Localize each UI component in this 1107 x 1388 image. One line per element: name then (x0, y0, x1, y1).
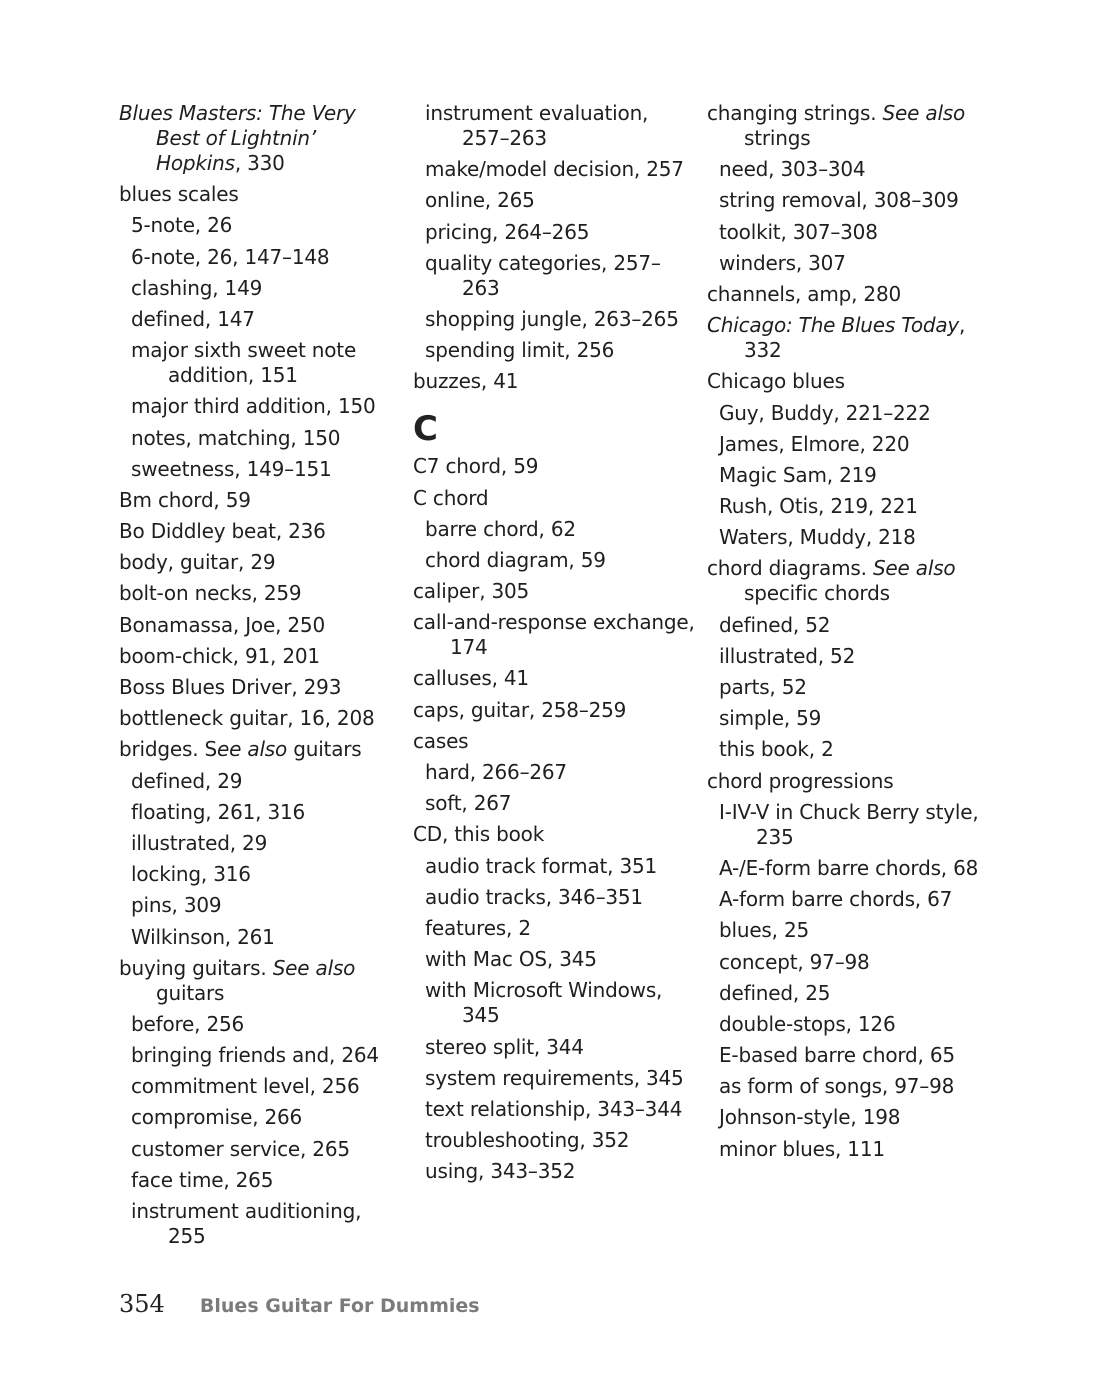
index-entry (119, 519, 401, 544)
entry-text: bridges. S (119, 737, 218, 762)
index-entry (119, 101, 401, 176)
index-subentry (707, 918, 997, 943)
entry-text: , 330 (234, 151, 285, 175)
index-subentry (119, 831, 401, 856)
entry-text: spending limit, 256 (425, 338, 615, 363)
index-subentry (413, 1035, 695, 1060)
entry-text: toolkit, 307–308 (719, 219, 878, 244)
index-subentry (707, 1074, 997, 1099)
entry-text: buying guitars. (119, 955, 273, 980)
index-subentry (707, 950, 997, 975)
index-subentry (707, 525, 997, 550)
page-footer (119, 1290, 480, 1324)
entry-text: blues scales (119, 182, 239, 207)
entry-text: this book, 2 (719, 737, 834, 762)
italic-text: Blues Masters: The Very Best of Lightnin’ Hopkins (119, 101, 356, 175)
index-subentry (119, 276, 401, 301)
entry-text: audio track format, 351 (425, 853, 658, 878)
entry-text: clashing, 149 (131, 275, 263, 300)
index-entry (119, 737, 401, 762)
index-subentry (707, 494, 997, 519)
italic-text: See also (272, 955, 356, 980)
entry-text: Bonamassa, Joe, 250 (119, 612, 325, 637)
index-subentry (119, 457, 401, 482)
entry-text: defined, 25 (719, 980, 831, 1005)
entry-text: Chicago blues (707, 369, 845, 394)
index-subentry (413, 1128, 695, 1153)
index-entry (119, 706, 401, 731)
index-entry (707, 101, 997, 151)
index-entry (707, 369, 997, 394)
entry-text: Wilkinson, 261 (131, 924, 275, 949)
entry-text: cases (413, 728, 469, 753)
entry-text: features, 2 (425, 915, 531, 940)
entry-text: locking, 316 (131, 862, 251, 887)
entry-text: text relationship, 343–344 (425, 1096, 683, 1121)
index-subentry (413, 947, 695, 972)
entry-text: stereo split, 344 (425, 1034, 584, 1059)
index-entry (413, 698, 695, 723)
index-subentry (707, 613, 997, 638)
entry-text: quality categories, 257–263 (425, 250, 661, 300)
italic-text: See also (872, 556, 956, 581)
entry-text: bottleneck guitar, 16, 208 (119, 706, 375, 731)
entry-text: call-and-response exchange, 174 (413, 610, 695, 660)
index-subentry (119, 1074, 401, 1099)
entry-text: online, 265 (425, 188, 535, 213)
entry-text: using, 343–352 (425, 1159, 576, 1184)
index-subentry (413, 220, 695, 245)
entry-text: James, Elmore, 220 (719, 431, 910, 456)
entry-text: hard, 266–267 (425, 760, 567, 784)
index-subentry (707, 675, 997, 700)
entry-text: customer service, 265 (131, 1136, 350, 1161)
entry-text: bringing friends and, 264 (131, 1043, 379, 1068)
entry-text: 6-note, 26, 147–148 (131, 244, 330, 269)
index-subentry (413, 854, 695, 879)
entry-text: chord diagrams. (707, 556, 873, 581)
entry-text: channels, amp, 280 (707, 281, 901, 306)
entry-text: pins, 309 (131, 893, 222, 918)
entry-text: Guy, Buddy, 221–222 (719, 400, 931, 425)
index-subentry (119, 1105, 401, 1130)
entry-text: barre chord, 62 (425, 516, 576, 541)
index-subentry (119, 800, 401, 825)
entry-text: minor blues, 111 (719, 1136, 885, 1161)
entry-text: Magic Sam, 219 (719, 462, 877, 487)
index-subentry (119, 925, 401, 950)
index-subentry (119, 1043, 401, 1068)
entry-text: calluses, 41 (413, 666, 529, 691)
entry-text: bolt-on necks, 259 (119, 581, 302, 606)
index-subentry (707, 981, 997, 1006)
entry-text: A-form barre chords, 67 (719, 887, 953, 912)
index-subentry (413, 548, 695, 573)
index-entry (707, 769, 997, 794)
entry-text: major sixth sweet note addition, 151 (131, 338, 357, 388)
entry-text: floating, 261, 316 (131, 799, 306, 824)
entry-text: Bo Diddley beat, 236 (119, 519, 326, 544)
index-entry (707, 282, 997, 307)
entry-text: defined, 52 (719, 612, 831, 637)
index-entry (119, 675, 401, 700)
index-subentry (119, 307, 401, 332)
index-subentry (707, 737, 997, 762)
entry-text: Bm chord, 59 (119, 487, 251, 512)
index-entry (119, 581, 401, 606)
index-subentry (413, 760, 695, 785)
index-subentry (413, 1066, 695, 1091)
index-entry (413, 666, 695, 691)
index-subentry (707, 644, 997, 669)
entry-text: make/model decision, 257 (425, 157, 684, 182)
entry-text: string removal, 308–309 (719, 188, 959, 213)
entry-text: before, 256 (131, 1011, 245, 1036)
index-subentry (707, 800, 997, 850)
entry-text: compromise, 266 (131, 1105, 303, 1130)
index-subentry (119, 245, 401, 270)
index-entry (119, 488, 401, 513)
italic-text: Chicago: The Blues Today (707, 313, 960, 338)
index-entry (413, 579, 695, 604)
entry-text: CD, this book (413, 822, 545, 847)
index-letter-heading: C (413, 409, 438, 450)
index-subentry (707, 251, 997, 276)
index-subentry (119, 1199, 401, 1249)
entry-text: C7 chord, 59 (413, 454, 539, 479)
entry-text: soft, 267 (425, 791, 512, 816)
index-entry (413, 486, 695, 511)
entry-text: I-IV-V in Chuck Berry style, 235 (719, 799, 979, 849)
entry-text: as form of songs, 97–98 (719, 1074, 955, 1099)
entry-text: defined, 147 (131, 306, 255, 331)
entry-text: Waters, Muddy, 218 (719, 525, 916, 550)
index-column-2 (413, 101, 695, 1190)
index-column-3 (707, 101, 997, 1168)
entry-text: instrument auditioning, 255 (131, 1199, 362, 1248)
entry-text: simple, 59 (719, 706, 822, 731)
index-subentry (707, 401, 997, 426)
entry-text: double-stops, 126 (719, 1011, 896, 1036)
index-subentry (707, 432, 997, 457)
entry-text: major third addition, 150 (131, 394, 376, 419)
entry-text: chord diagram, 59 (425, 547, 606, 572)
index-entry (413, 454, 695, 479)
entry-text: Boss Blues Driver, 293 (119, 675, 342, 699)
index-subentry (413, 885, 695, 910)
entry-text: system requirements, 345 (425, 1065, 684, 1090)
index-entry (707, 556, 997, 606)
index-subentry (413, 978, 695, 1028)
entry-text: Rush, Otis, 219, 221 (719, 494, 918, 519)
entry-text: chord progressions (707, 768, 894, 793)
entry-text: C chord (413, 485, 489, 510)
index-subentry (119, 213, 401, 238)
index-subentry (707, 1043, 997, 1068)
entry-text: need, 303–304 (719, 157, 866, 182)
entry-text: winders, 307 (719, 250, 846, 275)
entry-text: sweetness, 149–151 (131, 456, 332, 481)
entry-text: boom-chick, 91, 201 (119, 643, 320, 668)
index-subentry (707, 856, 997, 881)
entry-text: caps, guitar, 258–259 (413, 697, 627, 722)
index-subentry (707, 1137, 997, 1162)
index-subentry (707, 887, 997, 912)
index-entry (119, 550, 401, 575)
entry-text: guitars (287, 737, 362, 762)
italic-text: See also (882, 101, 966, 125)
index-subentry (707, 188, 997, 213)
index-entry (119, 613, 401, 638)
entry-text: defined, 29 (131, 768, 243, 793)
index-subentry (707, 220, 997, 245)
entry-text: buzzes, 41 (413, 369, 519, 394)
index-subentry (413, 307, 695, 332)
entry-text: blues, 25 (719, 918, 810, 943)
entry-text: parts, 52 (719, 675, 807, 699)
index-entry (119, 644, 401, 669)
entry-text: Johnson-style, 198 (719, 1105, 901, 1130)
index-subentry (413, 251, 695, 301)
entry-text: A-/E-form barre chords, 68 (719, 855, 979, 880)
index-subentry (707, 1105, 997, 1130)
index-subentry (413, 791, 695, 816)
entry-text: changing strings. (707, 101, 883, 125)
index-column-1 (119, 101, 401, 1255)
index-subentry (119, 769, 401, 794)
index-subentry (413, 338, 695, 363)
italic-text: ee also (217, 737, 288, 762)
entry-text: E-based barre chord, 65 (719, 1043, 955, 1068)
entry-text: pricing, 264–265 (425, 219, 590, 244)
entry-text: troubleshooting, 352 (425, 1128, 630, 1153)
index-subentry (413, 916, 695, 941)
index-subentry (707, 157, 997, 182)
index-entry (413, 369, 695, 394)
entry-text: face time, 265 (131, 1167, 274, 1192)
entry-text: , 332 (744, 313, 966, 363)
index-subentry (119, 394, 401, 419)
entry-text: with Microsoft Windows, 345 (425, 978, 663, 1028)
index-subentry (413, 188, 695, 213)
index-entry (707, 313, 997, 363)
entry-text: specific chords (744, 581, 890, 606)
running-title: Blues Guitar For Dummies (199, 1295, 480, 1317)
index-subentry (707, 1012, 997, 1037)
entry-text: illustrated, 29 (131, 830, 268, 855)
entry-text: guitars (156, 980, 225, 1005)
index-subentry (119, 862, 401, 887)
index-subentry (413, 101, 695, 151)
index-entry (413, 822, 695, 847)
index-subentry (119, 1137, 401, 1162)
entry-text: concept, 97–98 (719, 949, 870, 974)
entry-text: strings (744, 126, 811, 150)
entry-text: instrument evaluation, 257–263 (425, 101, 649, 150)
entry-text: audio tracks, 346–351 (425, 884, 643, 909)
index-entry (119, 182, 401, 207)
index-entry (413, 729, 695, 754)
index-entry (119, 956, 401, 1006)
index-subentry (413, 1097, 695, 1122)
entry-text: body, guitar, 29 (119, 550, 276, 575)
entry-text: caliper, 305 (413, 579, 530, 604)
entry-text: 5-note, 26 (131, 213, 233, 238)
index-subentry (119, 1012, 401, 1037)
index-subentry (119, 893, 401, 918)
index-subentry (413, 157, 695, 182)
index-entry (413, 610, 695, 660)
entry-text: with Mac OS, 345 (425, 947, 597, 972)
index-subentry (707, 706, 997, 731)
entry-text: illustrated, 52 (719, 643, 856, 668)
index-subentry (413, 517, 695, 542)
index-subentry (413, 1159, 695, 1184)
index-subentry (707, 463, 997, 488)
index-subentry (119, 338, 401, 388)
index-subentry (119, 426, 401, 451)
entry-text: commitment level, 256 (131, 1074, 360, 1099)
entry-text: shopping jungle, 263–265 (425, 306, 679, 331)
index-subentry (119, 1168, 401, 1193)
page-number: 354 (119, 1290, 165, 1318)
entry-text: notes, matching, 150 (131, 425, 341, 450)
